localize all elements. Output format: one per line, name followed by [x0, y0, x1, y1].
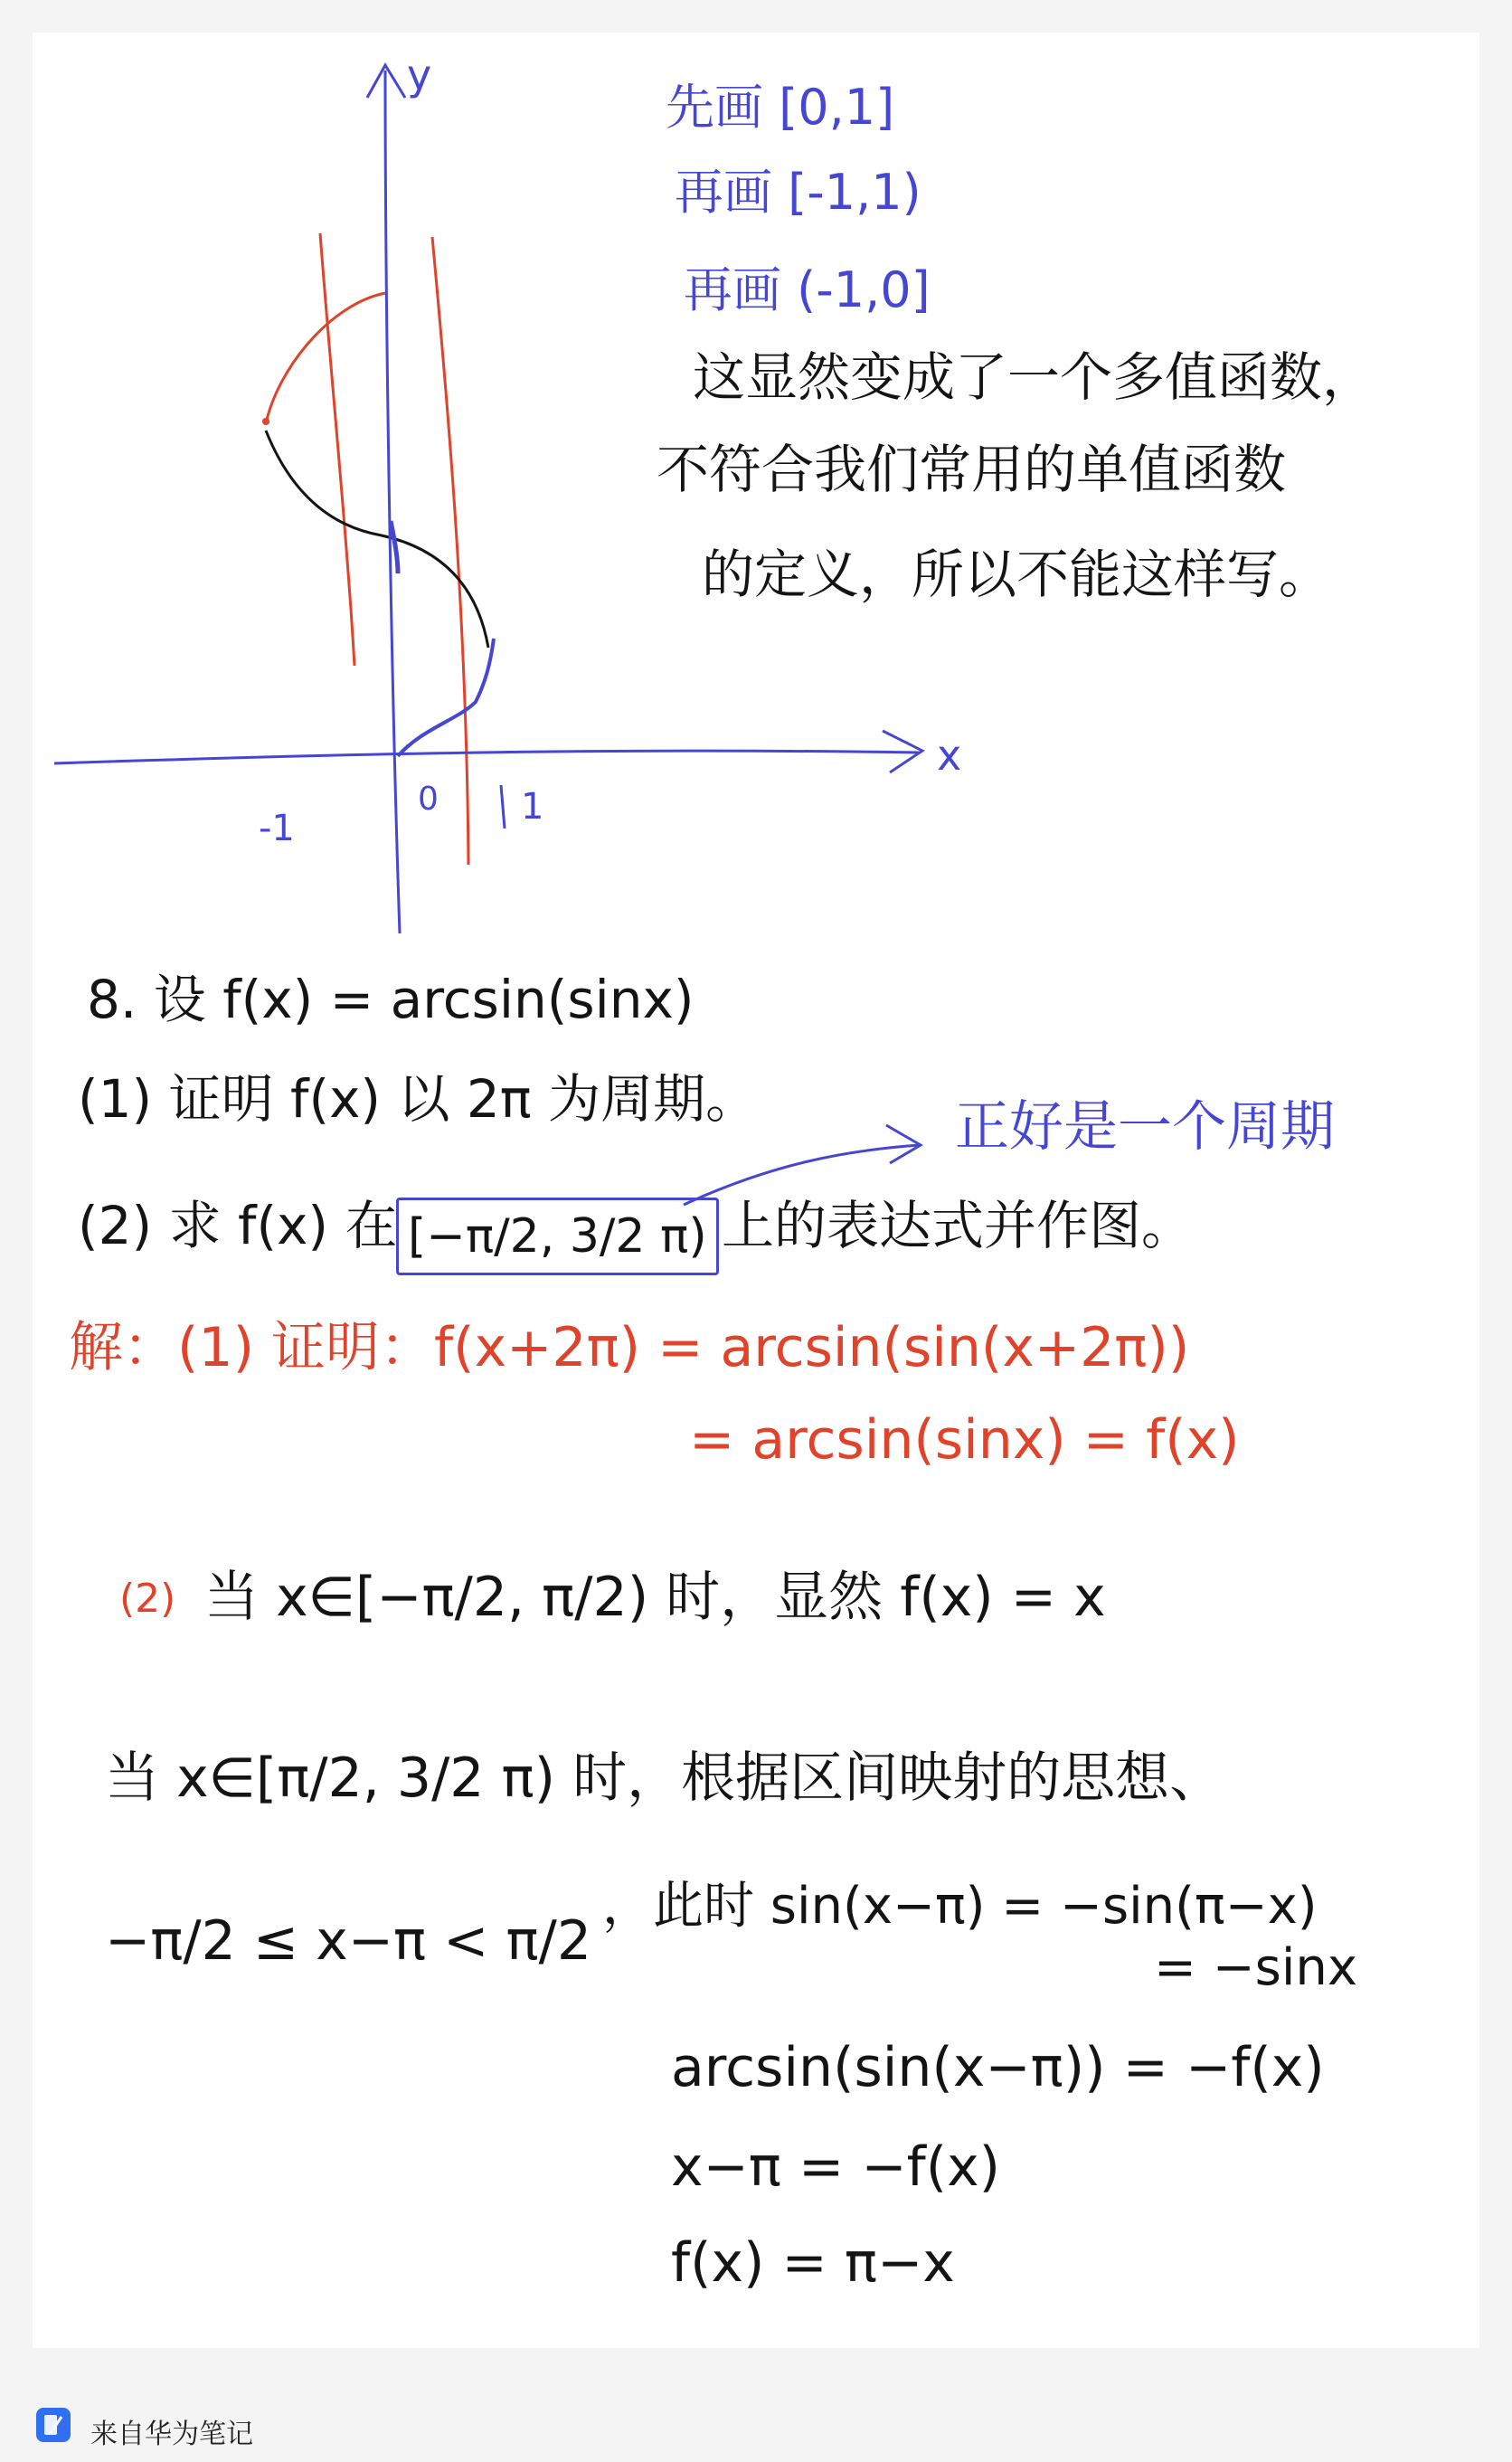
black-curve — [266, 431, 488, 648]
problem-part-2-prefix: (2) 求 f(x) 在 — [78, 1195, 398, 1256]
tick-label-one: 1 — [521, 786, 544, 828]
solution-inequality: −π/2 ≤ x−π < π/2 — [105, 1909, 592, 1973]
x-axis-label: x — [937, 731, 962, 780]
solution-step-2: arcsin(sin(x−π)) = −f(x) — [671, 2036, 1325, 2099]
problem-part-1: (1) 证明 f(x) 以 2π 为周期。 — [78, 1068, 759, 1130]
solution-case-2: 当 x∈[π/2, 3/2 π) 时，根据区间映射的思想、 — [105, 1747, 1224, 1810]
huawei-notepad-icon — [36, 2408, 71, 2442]
problem-annotation: 正好是一个周期 — [955, 1095, 1335, 1159]
solution-line-1: 解：(1) 证明：f(x+2π) = arcsin(sin(x+2π)) — [69, 1316, 1190, 1379]
problem-stem: 8. 设 f(x) = arcsin(sinx) — [87, 969, 695, 1030]
graph-note-1: 先画 [0,1] — [666, 79, 895, 136]
solution-step-4: f(x) = π−x — [671, 2231, 955, 2295]
red-line-left — [320, 233, 354, 666]
graph-note-3: 再画 (-1,0] — [684, 261, 931, 318]
solution-line-2: = arcsin(sinx) = f(x) — [689, 1408, 1240, 1472]
remark-line-3: 的定义，所以不能这样写。 — [702, 544, 1332, 605]
footer-label: 来自华为笔记 — [90, 2419, 253, 2450]
note-page — [33, 33, 1479, 2348]
problem-part-2-interval: [−π/2, 3/2 π) — [396, 1198, 719, 1275]
graph-note-2: 再画 [-1,1) — [675, 164, 921, 221]
solution-case-1: 当 x∈[−π/2, π/2) 时，显然 f(x) = x — [204, 1566, 1106, 1629]
solution-inequality-tail: ，此时 sin(x−π) = −sin(π−x) — [602, 1877, 1318, 1936]
blue-curve — [398, 639, 494, 756]
solution-part-2-label: (2) — [119, 1576, 176, 1622]
tick-label-minus-one: -1 — [259, 808, 295, 849]
solution-step-1: = −sinx — [1154, 1938, 1358, 1997]
y-axis-label: y — [407, 51, 432, 99]
footer-bar — [0, 2372, 1512, 2462]
remark-line-1: 这显然变成了一个多值函数， — [693, 346, 1375, 408]
tick-label-zero: 0 — [418, 781, 439, 818]
problem-part-2-suffix: 上的表达式并作图。 — [722, 1195, 1195, 1256]
x-axis-line — [54, 751, 919, 763]
y-axis-line — [385, 71, 400, 933]
remark-line-2: 不符合我们常用的单值函数 — [657, 439, 1287, 500]
red-line-right — [432, 237, 468, 865]
solution-step-3: x−π = −f(x) — [671, 2135, 1001, 2199]
